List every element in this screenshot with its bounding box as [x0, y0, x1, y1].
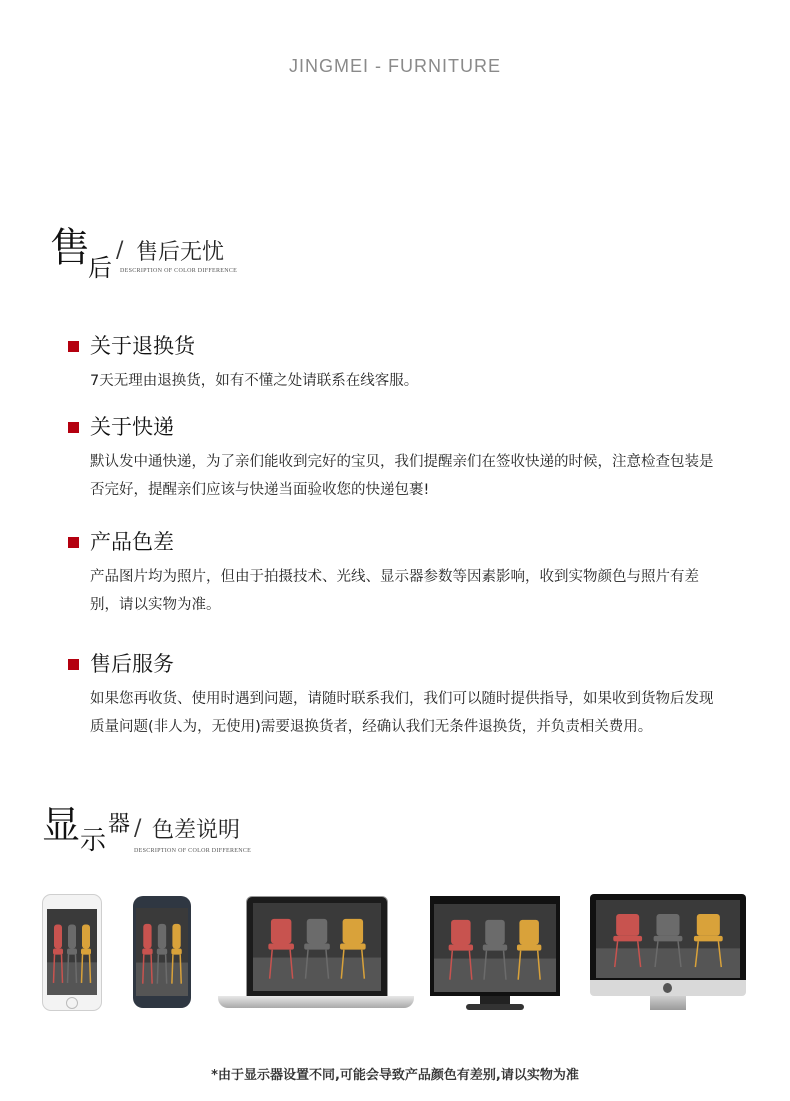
monitor-stand: [480, 996, 510, 1004]
photo-floor: [253, 958, 381, 991]
heading-subtitle: 色差说明: [152, 818, 241, 843]
section-after-sale-heading: [50, 225, 250, 288]
chairs-photo: [47, 909, 97, 995]
heading-char-1: 显: [42, 803, 81, 847]
device-comparison-row: [0, 888, 790, 1028]
item-title: 售后服务: [90, 652, 174, 676]
device-screen: [596, 900, 740, 978]
laptop-device: [218, 896, 414, 1014]
device-screen: [47, 909, 97, 995]
lenovo-monitor-device: [430, 896, 560, 1018]
section-display-heading: [42, 803, 262, 866]
item-title: 产品色差: [90, 530, 174, 554]
apple-logo-icon: [663, 983, 672, 993]
android-phone-device: [133, 896, 191, 1008]
bullet-square: [68, 537, 79, 548]
item-title: 关于快递: [90, 415, 174, 439]
info-item-color-difference: [68, 529, 728, 619]
photo-floor: [596, 948, 740, 978]
device-screen: [434, 904, 556, 992]
device-screen: [136, 908, 188, 996]
bullet-square: [68, 422, 79, 433]
bullet-square: [68, 341, 79, 352]
heading-slash: /: [134, 816, 142, 841]
imac-device: [590, 894, 746, 1022]
chairs-photo: [136, 908, 188, 996]
item-body: 7天无理由退换货，如有不懂之处请联系在线客服。: [90, 373, 419, 389]
item-body: 默认发中通快递，为了亲们能收到完好的宝贝，我们提醒亲们在签收快递的时候，注意检查包装是否完好，提醒亲们应该与快递当面验收您的快递包裹!: [90, 454, 714, 498]
heading-subtitle: 售后无忧: [136, 240, 225, 265]
imac-stand: [650, 996, 686, 1010]
heading-char-1: 售: [50, 225, 90, 271]
bullet-square: [68, 659, 79, 670]
heading-char-3: 器: [108, 812, 131, 837]
iphone-device: [42, 894, 102, 1011]
monitor-foot: [466, 1004, 524, 1010]
info-item-delivery: [68, 414, 728, 504]
device-screen: [253, 903, 381, 991]
chairs-photo: [596, 900, 740, 978]
chairs-photo: [253, 903, 381, 991]
laptop-base: [218, 996, 414, 1008]
item-body: 产品图片均为照片，但由于拍摄技术、光线、显示器参数等因素影响，收到实物颜色与照片有差别，请以实物为准。: [90, 569, 699, 613]
heading-english: DESCRIPTION OF COLOR DIFFERENCE: [120, 268, 238, 274]
brand-title: JINGMEI - FURNITURE: [289, 56, 501, 76]
heading-char-2: 示: [80, 826, 107, 856]
color-difference-footnote: *由于显示器设置不同,可能会导致产品颜色有差别,请以实物为准: [211, 1068, 579, 1083]
home-button: [66, 997, 78, 1009]
heading-english: DESCRIPTION OF COLOR DIFFERENCE: [134, 848, 252, 854]
photo-floor: [434, 959, 556, 992]
chairs-photo: [434, 904, 556, 992]
item-body: 如果您再收货、使用时遇到问题，请随时联系我们，我们可以随时提供指导，如果收到货物后发现质量问题(非人为，无使用)需要退换货者，经确认我们无条件退换货，并负责相关费用。: [90, 691, 714, 735]
heading-slash: /: [116, 238, 124, 263]
heading-char-2: 后: [88, 254, 112, 282]
info-item-after-sale-service: [68, 651, 728, 771]
info-item-returns: [68, 333, 728, 393]
item-title: 关于退换货: [90, 334, 195, 358]
